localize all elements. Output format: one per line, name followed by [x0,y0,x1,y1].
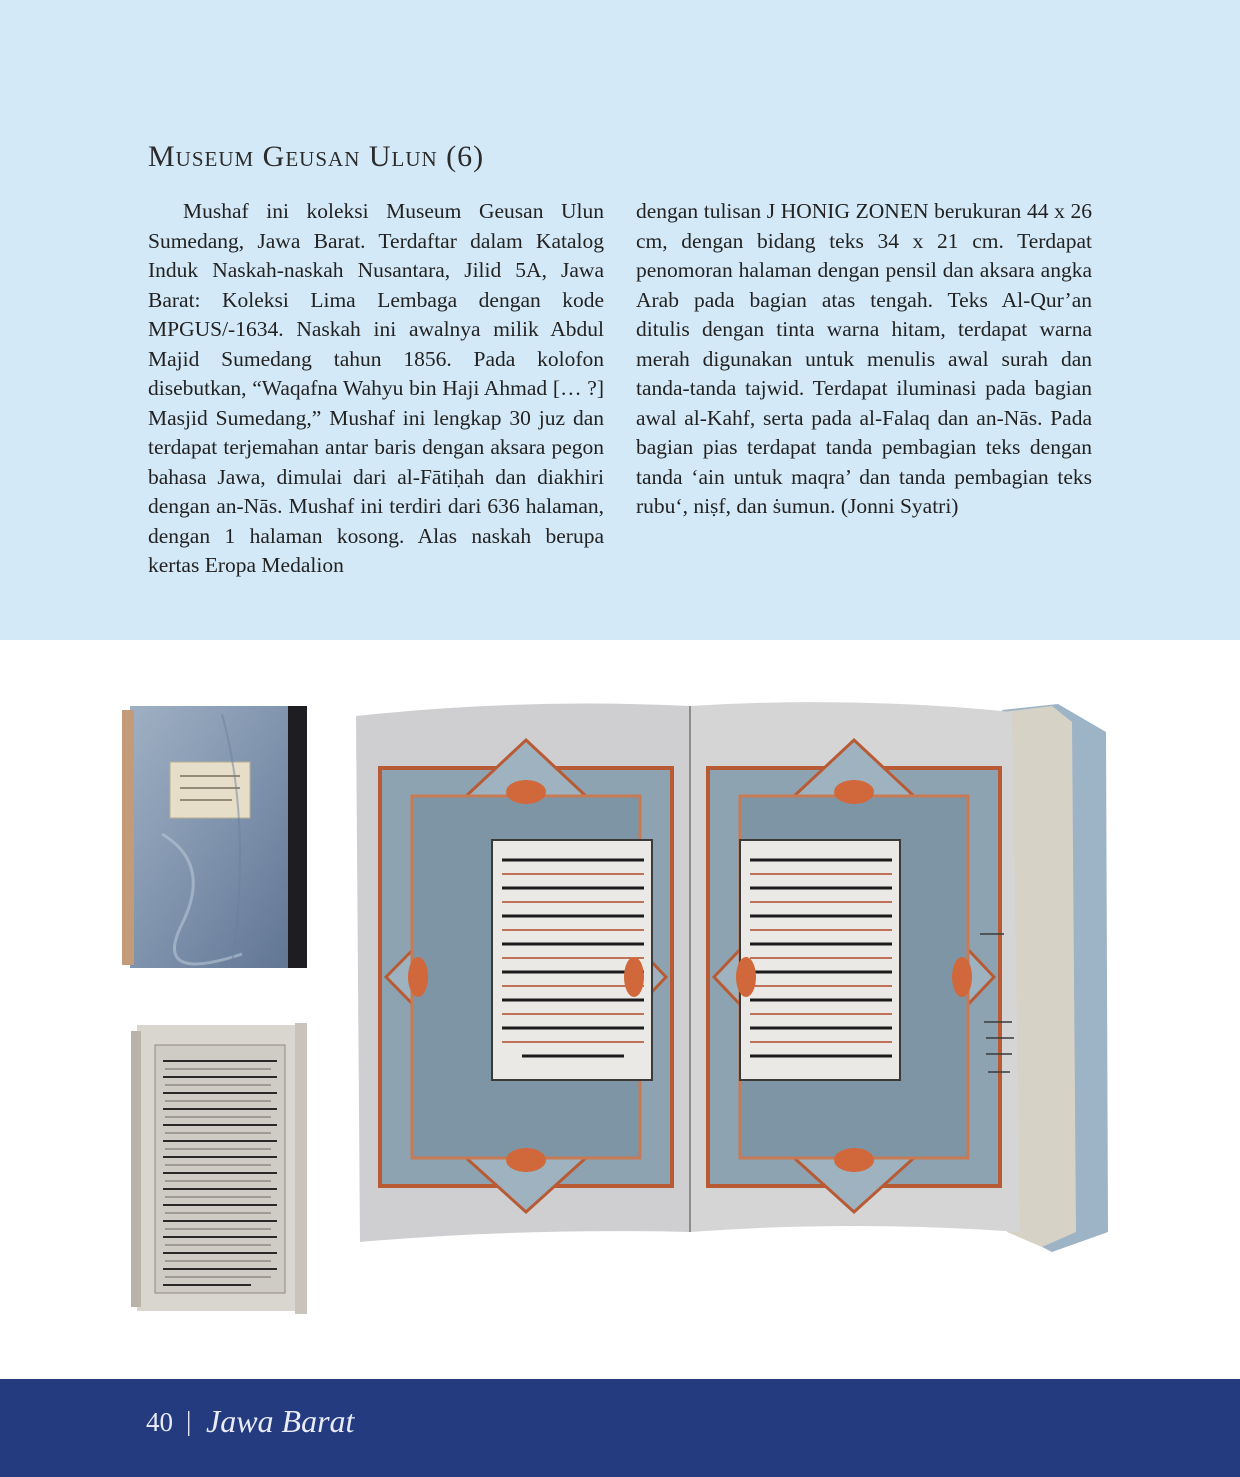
manuscript-cover-photo [122,704,307,970]
footer-separator: | [186,1406,192,1436]
body-text-column-right: dengan tulisan J HONIG ZONEN berukuran 44 x 26 cm, dengan bidang teks 34 x 21 cm. Terdapat penomoran halaman dengan pensil dan aksara angka Arab pada bagian atas tengah. Teks Al-Qur’an ditulis dengan tinta warna hitam, terdapat warna merah digunakan untuk menulis awal surah dan tanda-tanda tajwid. Terdapat iluminasi pada bagian awal al-Kahf, serta pada al-Falaq dan an-Nās. Pada bagian pias terdapat tanda pembagian teks dengan tanda ‘ain untuk maqra’ dan tanda pembagian teks rubu‘, niṣf, dan ṡumun. (Jonni Syatri) [636,199,1092,518]
footer-region-title: Jawa Barat [206,1403,355,1439]
page-title: Museum Geusan Ulun (6) [148,140,485,173]
page-footer [0,1379,1240,1477]
manuscript-text-page-photo [131,1023,311,1314]
illuminated-mushaf-open-photo [352,672,1112,1268]
body-text-column-left: Mushaf ini koleksi Museum Geusan Ulun Sumedang, Jawa Barat. Terdaftar dalam Katalog Induk Naskah-naskah Nusantara, Jilid 5A, Jawa Barat: Koleksi Lima Lembaga dengan kode MPGUS/-1634. Naskah ini awalnya milik Abdul Majid Sumedang tahun 1856. Pada kolofon disebutkan, “Waqafna Wahyu bin Haji Ahmad [… ?] Masjid Sumedang,” Mushaf ini lengkap 30 juz dan terdapat terjemahan antar baris dengan aksara pegon bahasa Jawa, dimulai dari al-Fātiḥah dan diakhiri dengan an-Nās. Mushaf ini terdiri dari 636 halaman, dengan 1 halaman kosong. Alas naskah berupa kertas Eropa Medalion [148,199,604,577]
page-number: 40 [146,1407,173,1437]
